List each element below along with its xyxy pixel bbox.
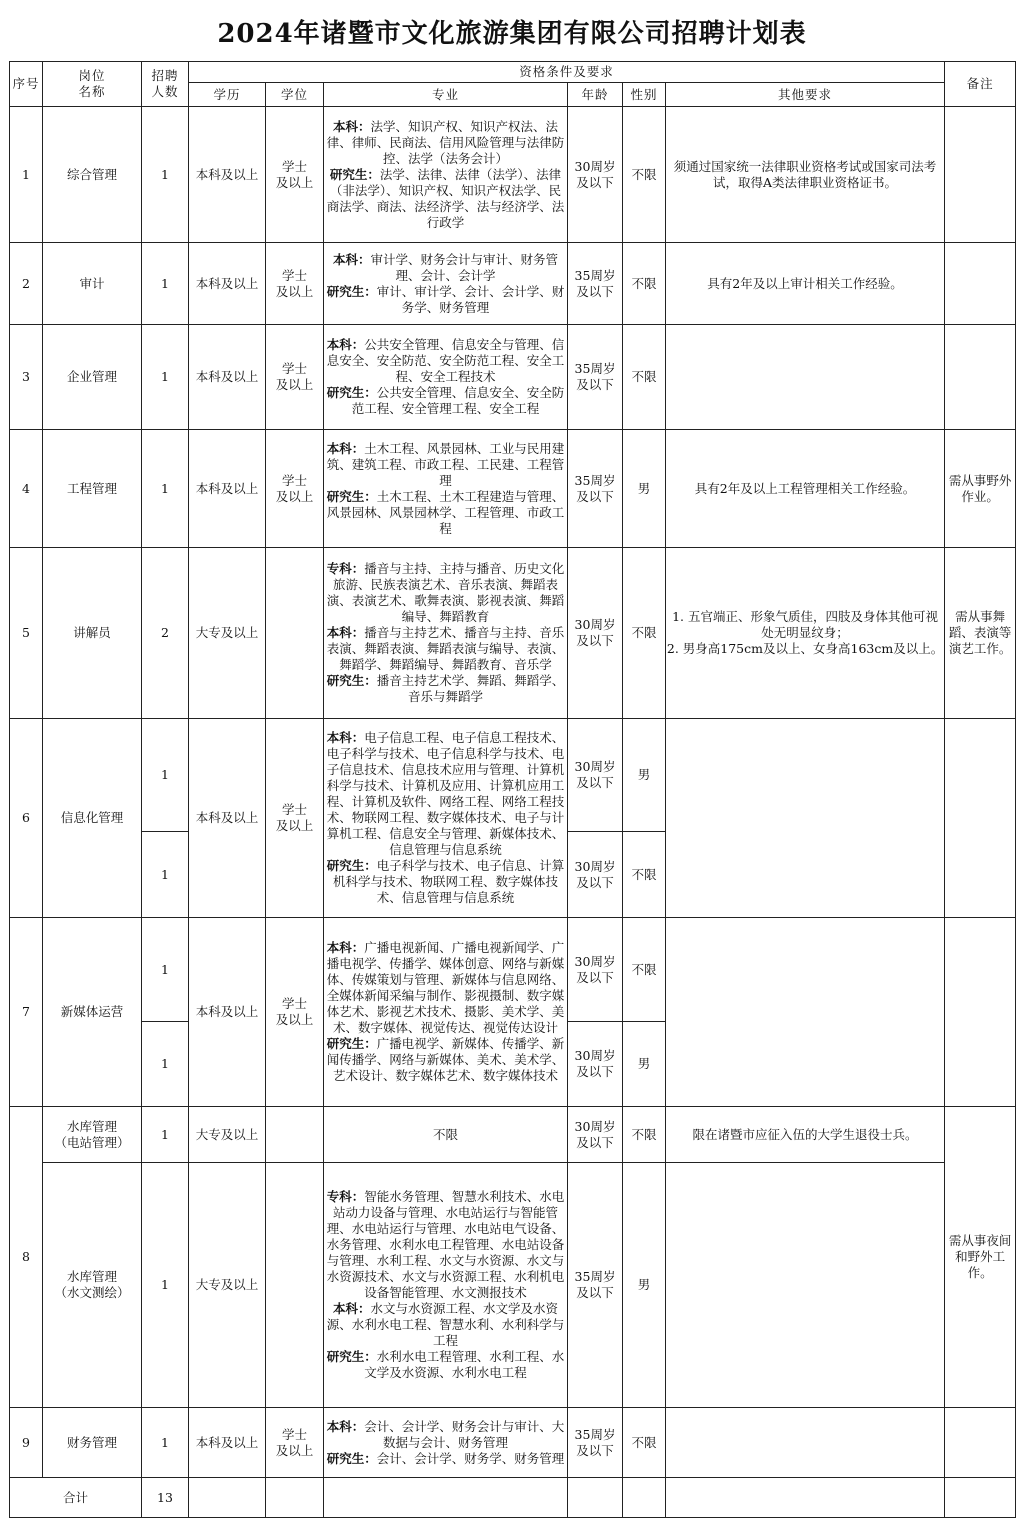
education-cell: 本科及以上: [189, 1408, 266, 1478]
count-cell: 1: [142, 719, 189, 832]
age-cell: 35周岁 及以下: [568, 325, 623, 430]
position-cell: 工程管理: [43, 430, 142, 548]
degree-cell: 学士 及以上: [266, 918, 324, 1107]
header-age: 年龄: [568, 83, 623, 107]
degree-cell: 学士 及以上: [266, 325, 324, 430]
remark-cell: [945, 107, 1016, 243]
seq-cell: 8: [10, 1107, 43, 1408]
count-cell: 1: [142, 1408, 189, 1478]
position-cell: 水库管理 （水文测绘）: [43, 1163, 142, 1408]
gender-cell: 不限: [623, 832, 666, 918]
degree-cell: [266, 1163, 324, 1408]
empty-cell: [568, 1478, 623, 1518]
remark-cell: [945, 243, 1016, 325]
major-cell: 本科：会计、会计学、财务会计与审计、大数据与会计、财务管理 研究生：会计、会计学、财务学、财务管理: [324, 1408, 568, 1478]
count-cell: 1: [142, 243, 189, 325]
other-requirements-cell: 须通过国家统一法律职业资格考试或国家司法考试，取得A类法律职业资格证书。: [666, 107, 945, 243]
seq-cell: 9: [10, 1408, 43, 1478]
gender-cell: 男: [623, 1022, 666, 1107]
table-row: [10, 1408, 1016, 1478]
education-cell: 大专及以上: [189, 1107, 266, 1163]
education-cell: 本科及以上: [189, 325, 266, 430]
header-education: 学历: [189, 83, 266, 107]
header-gender: 性别: [623, 83, 666, 107]
remark-cell: [945, 325, 1016, 430]
other-requirements-cell: [666, 1408, 945, 1478]
count-cell: 1: [142, 107, 189, 243]
gender-cell: 男: [623, 1163, 666, 1408]
education-cell: 大专及以上: [189, 1163, 266, 1408]
remark-cell: [945, 719, 1016, 918]
seq-cell: 1: [10, 107, 43, 243]
count-cell: 1: [142, 1107, 189, 1163]
education-cell: 大专及以上: [189, 548, 266, 719]
major-cell: 本科：土木工程、风景园林、工业与民用建筑、建筑工程、市政工程、工民建、工程管理 研究生：土木工程、土木工程建造与管理、风景园林、风景园林学、工程管理、市政工程: [324, 430, 568, 548]
seq-cell: 4: [10, 430, 43, 548]
remark-cell: 需从事舞蹈、表演等演艺工作。: [945, 548, 1016, 719]
table-row: [10, 1107, 1016, 1163]
position-cell: 审计: [43, 243, 142, 325]
empty-cell: [623, 1478, 666, 1518]
count-cell: 1: [142, 430, 189, 548]
gender-cell: 不限: [623, 325, 666, 430]
seq-cell: 5: [10, 548, 43, 719]
remark-cell: [945, 918, 1016, 1107]
table-row: [10, 243, 1016, 325]
age-cell: 35周岁 及以下: [568, 430, 623, 548]
table-row: [10, 719, 1016, 832]
header-remark: 备注: [945, 62, 1016, 107]
degree-cell: 学士 及以上: [266, 1408, 324, 1478]
header-position: 岗位 名称: [43, 62, 142, 107]
recruitment-table: [9, 61, 1016, 1518]
count-cell: 2: [142, 548, 189, 719]
age-cell: 30周岁 及以下: [568, 918, 623, 1022]
education-cell: 本科及以上: [189, 243, 266, 325]
seq-cell: 3: [10, 325, 43, 430]
major-cell: 专科：智能水务管理、智慧水利技术、水电站动力设备与管理、水电站运行与智能管理、水电站运行与管理、水电站电气设备、水务管理、水利水电工程管理、水电站设备与管理、水利工程、水文与水资源、水文与水资源技术、水文与水资源工程、水利机电设备智能管理、水文测报技术 本科：水文与水资源工程、水文学及水资源、水利水电工程、智慧水利、水利科学与工程 研究生：水利水电工程管理、水利工程、水文学及水资源、水利水电工程: [324, 1163, 568, 1408]
table-row: [10, 430, 1016, 548]
count-cell: 1: [142, 325, 189, 430]
education-cell: 本科及以上: [189, 918, 266, 1107]
other-requirements-cell: [666, 918, 945, 1107]
table-row: [10, 107, 1016, 243]
education-cell: 本科及以上: [189, 719, 266, 918]
major-cell: 本科：法学、知识产权、知识产权法、法律、律师、民商法、信用风险管理与法律防控、法学（法务会计） 研究生：法学、法律、法律（法学）、法律（非法学）、知识产权、知识产权法学、民商法学、商法、法经济学、法与经济学、法行政学: [324, 107, 568, 243]
degree-cell: 学士 及以上: [266, 430, 324, 548]
gender-cell: 不限: [623, 1408, 666, 1478]
header-count: 招聘 人数: [142, 62, 189, 107]
empty-cell: [266, 1478, 324, 1518]
total-count: 13: [142, 1478, 189, 1518]
table-row: [10, 918, 1016, 1022]
count-cell: 1: [142, 918, 189, 1022]
major-cell: 本科：广播电视新闻、广播电视新闻学、广播电视学、传播学、媒体创意、网络与新媒体、传媒策划与管理、新媒体与信息网络、全媒体新闻采编与制作、影视摄制、数字媒体艺术、影视艺术技术、摄影、美术学、美术、数字媒体、视觉传达、视觉传达设计 研究生：广播电视学、新媒体、传播学、新闻传播学、网络与新媒体、美术、美术学、艺术设计、数字媒体艺术、数字媒体技术: [324, 918, 568, 1107]
position-cell: 讲解员: [43, 548, 142, 719]
table-row: [10, 1163, 1016, 1408]
degree-cell: 学士 及以上: [266, 107, 324, 243]
seq-cell: 6: [10, 719, 43, 918]
remark-cell: 需从事夜间和野外工作。: [945, 1107, 1016, 1408]
seq-cell: 7: [10, 918, 43, 1107]
count-cell: 1: [142, 1022, 189, 1107]
position-cell: 企业管理: [43, 325, 142, 430]
degree-cell: [266, 1107, 324, 1163]
table-row: [10, 548, 1016, 719]
age-cell: 35周岁 及以下: [568, 1163, 623, 1408]
degree-cell: 学士 及以上: [266, 243, 324, 325]
position-cell: 信息化管理: [43, 719, 142, 918]
age-cell: 30周岁 及以下: [568, 548, 623, 719]
remark-cell: [945, 1408, 1016, 1478]
gender-cell: 不限: [623, 243, 666, 325]
major-cell: 不限: [324, 1107, 568, 1163]
other-requirements-cell: 1. 五官端正、形象气质佳，四肢及身体其他可视处无明显纹身； 2. 男身高175cm及以上、女身高163cm及以上。: [666, 548, 945, 719]
degree-cell: 学士 及以上: [266, 719, 324, 918]
empty-cell: [666, 1478, 945, 1518]
education-cell: 本科及以上: [189, 107, 266, 243]
empty-cell: [189, 1478, 266, 1518]
major-cell: 专科：播音与主持、主持与播音、历史文化旅游、民族表演艺术、音乐表演、舞蹈表演、表演艺术、歌舞表演、影视表演、舞蹈编导、舞蹈教育 本科：播音与主持艺术、播音与主持、音乐表演、舞蹈表演、舞蹈表演与编导、表演、舞蹈学、舞蹈编导、舞蹈教育、音乐学 研究生：播音主持艺术学、舞蹈、舞蹈学、音乐与舞蹈学: [324, 548, 568, 719]
age-cell: 35周岁 及以下: [568, 243, 623, 325]
position-cell: 综合管理: [43, 107, 142, 243]
age-cell: 30周岁 及以下: [568, 832, 623, 918]
seq-cell: 2: [10, 243, 43, 325]
major-cell: 本科：公共安全管理、信息安全与管理、信息安全、安全防范、安全防范工程、安全工程、安全工程技术 研究生：公共安全管理、信息安全、安全防范工程、安全管理工程、安全工程: [324, 325, 568, 430]
table-row: [10, 325, 1016, 430]
position-cell: 水库管理 （电站管理）: [43, 1107, 142, 1163]
total-row: [10, 1478, 1016, 1518]
other-requirements-cell: 具有2年及以上工程管理相关工作经验。: [666, 430, 945, 548]
major-cell: 本科：电子信息工程、电子信息工程技术、电子科学与技术、电子信息科学与技术、电子信息技术、信息技术应用与管理、计算机科学与技术、计算机及应用、计算机应用工程、计算机及软件、网络工程、网络工程技术、物联网工程、数字媒体技术、电子与计算机工程、信息安全与管理、新媒体技术、信息管理与信息系统 研究生：电子科学与技术、电子信息、计算机科学与技术、物联网工程、数字媒体技术、信息管理与信息系统: [324, 719, 568, 918]
remark-cell: 需从事野外作业。: [945, 430, 1016, 548]
page-title: 2024年诸暨市文化旅游集团有限公司招聘计划表: [217, 19, 807, 49]
header-qualifications: 资格条件及要求: [189, 62, 945, 83]
position-cell: 新媒体运营: [43, 918, 142, 1107]
other-requirements-cell: 具有2年及以上审计相关工作经验。: [666, 243, 945, 325]
gender-cell: 不限: [623, 1107, 666, 1163]
position-cell: 财务管理: [43, 1408, 142, 1478]
gender-cell: 男: [623, 719, 666, 832]
count-cell: 1: [142, 1163, 189, 1408]
gender-cell: 不限: [623, 107, 666, 243]
header-degree: 学位: [266, 83, 324, 107]
header-seq: 序号: [10, 62, 43, 107]
age-cell: 30周岁 及以下: [568, 1107, 623, 1163]
header-other: 其他要求: [666, 83, 945, 107]
count-cell: 1: [142, 832, 189, 918]
other-requirements-cell: [666, 1163, 945, 1408]
major-cell: 本科：审计学、财务会计与审计、财务管理、会计、会计学 研究生：审计、审计学、会计、会计学、财务学、财务管理: [324, 243, 568, 325]
age-cell: 30周岁 及以下: [568, 1022, 623, 1107]
degree-cell: [266, 548, 324, 719]
gender-cell: 男: [623, 430, 666, 548]
other-requirements-cell: [666, 325, 945, 430]
other-requirements-cell: [666, 719, 945, 918]
age-cell: 35周岁 及以下: [568, 1408, 623, 1478]
gender-cell: 不限: [623, 918, 666, 1022]
age-cell: 30周岁 及以下: [568, 107, 623, 243]
other-requirements-cell: 限在诸暨市应征入伍的大学生退役士兵。: [666, 1107, 945, 1163]
empty-cell: [945, 1478, 1016, 1518]
empty-cell: [324, 1478, 568, 1518]
total-label: 合计: [10, 1478, 142, 1518]
education-cell: 本科及以上: [189, 430, 266, 548]
header-major: 专业: [324, 83, 568, 107]
gender-cell: 不限: [623, 548, 666, 719]
age-cell: 30周岁 及以下: [568, 719, 623, 832]
